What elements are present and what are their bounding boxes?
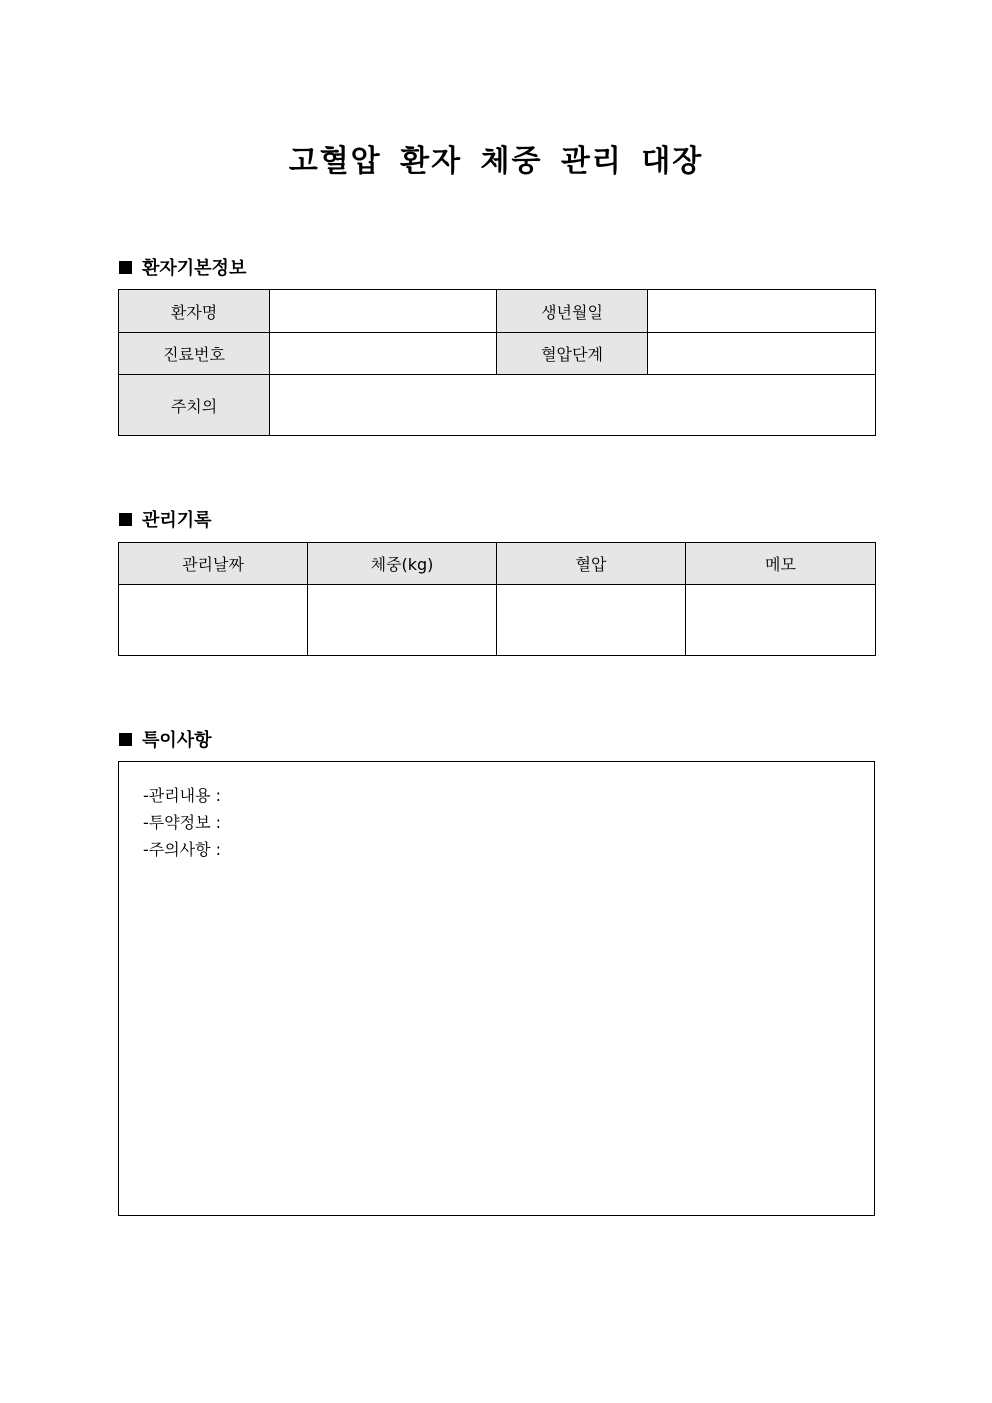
note-line-caution: -주의사항 : xyxy=(143,840,222,859)
section-title: 환자기본정보 xyxy=(142,258,247,279)
note-line-management: -관리내용 : xyxy=(143,786,222,805)
section-title: 특이사항 xyxy=(142,730,212,751)
weight-cell[interactable] xyxy=(308,585,497,656)
notes-lines xyxy=(143,782,221,863)
document-title: 고혈압 환자 체중 관리 대장 xyxy=(288,144,704,179)
table-row xyxy=(119,290,876,333)
square-bullet-icon xyxy=(119,513,132,526)
note-line-medication: -투약정보 : xyxy=(143,813,222,832)
bp-stage-label: 혈압단계 xyxy=(497,333,648,375)
doctor-field[interactable] xyxy=(270,375,876,436)
management-record-table xyxy=(118,542,876,656)
patient-name-field[interactable] xyxy=(270,290,497,333)
table-header-row xyxy=(119,543,876,585)
special-notes-box[interactable] xyxy=(118,761,875,1216)
patient-info-table xyxy=(118,289,876,436)
section-heading-management-record xyxy=(119,506,212,532)
square-bullet-icon xyxy=(119,261,132,274)
memo-cell[interactable] xyxy=(686,585,876,656)
table-row xyxy=(119,585,876,656)
table-row xyxy=(119,333,876,375)
square-bullet-icon xyxy=(119,733,132,746)
section-title: 관리기록 xyxy=(142,510,212,531)
section-heading-special-notes xyxy=(119,726,212,752)
date-cell[interactable] xyxy=(119,585,308,656)
record-no-field[interactable] xyxy=(270,333,497,375)
birthdate-field[interactable] xyxy=(648,290,876,333)
table-row xyxy=(119,375,876,436)
column-header-weight: 체중(kg) xyxy=(308,543,497,585)
birthdate-label: 생년월일 xyxy=(497,290,648,333)
record-no-label: 진료번호 xyxy=(119,333,270,375)
column-header-date: 관리날짜 xyxy=(119,543,308,585)
bp-stage-field[interactable] xyxy=(648,333,876,375)
doctor-label: 주치의 xyxy=(119,375,270,436)
column-header-memo: 메모 xyxy=(686,543,876,585)
blood-pressure-cell[interactable] xyxy=(497,585,686,656)
patient-name-label: 환자명 xyxy=(119,290,270,333)
section-heading-patient-info xyxy=(119,254,246,280)
column-header-blood-pressure: 혈압 xyxy=(497,543,686,585)
